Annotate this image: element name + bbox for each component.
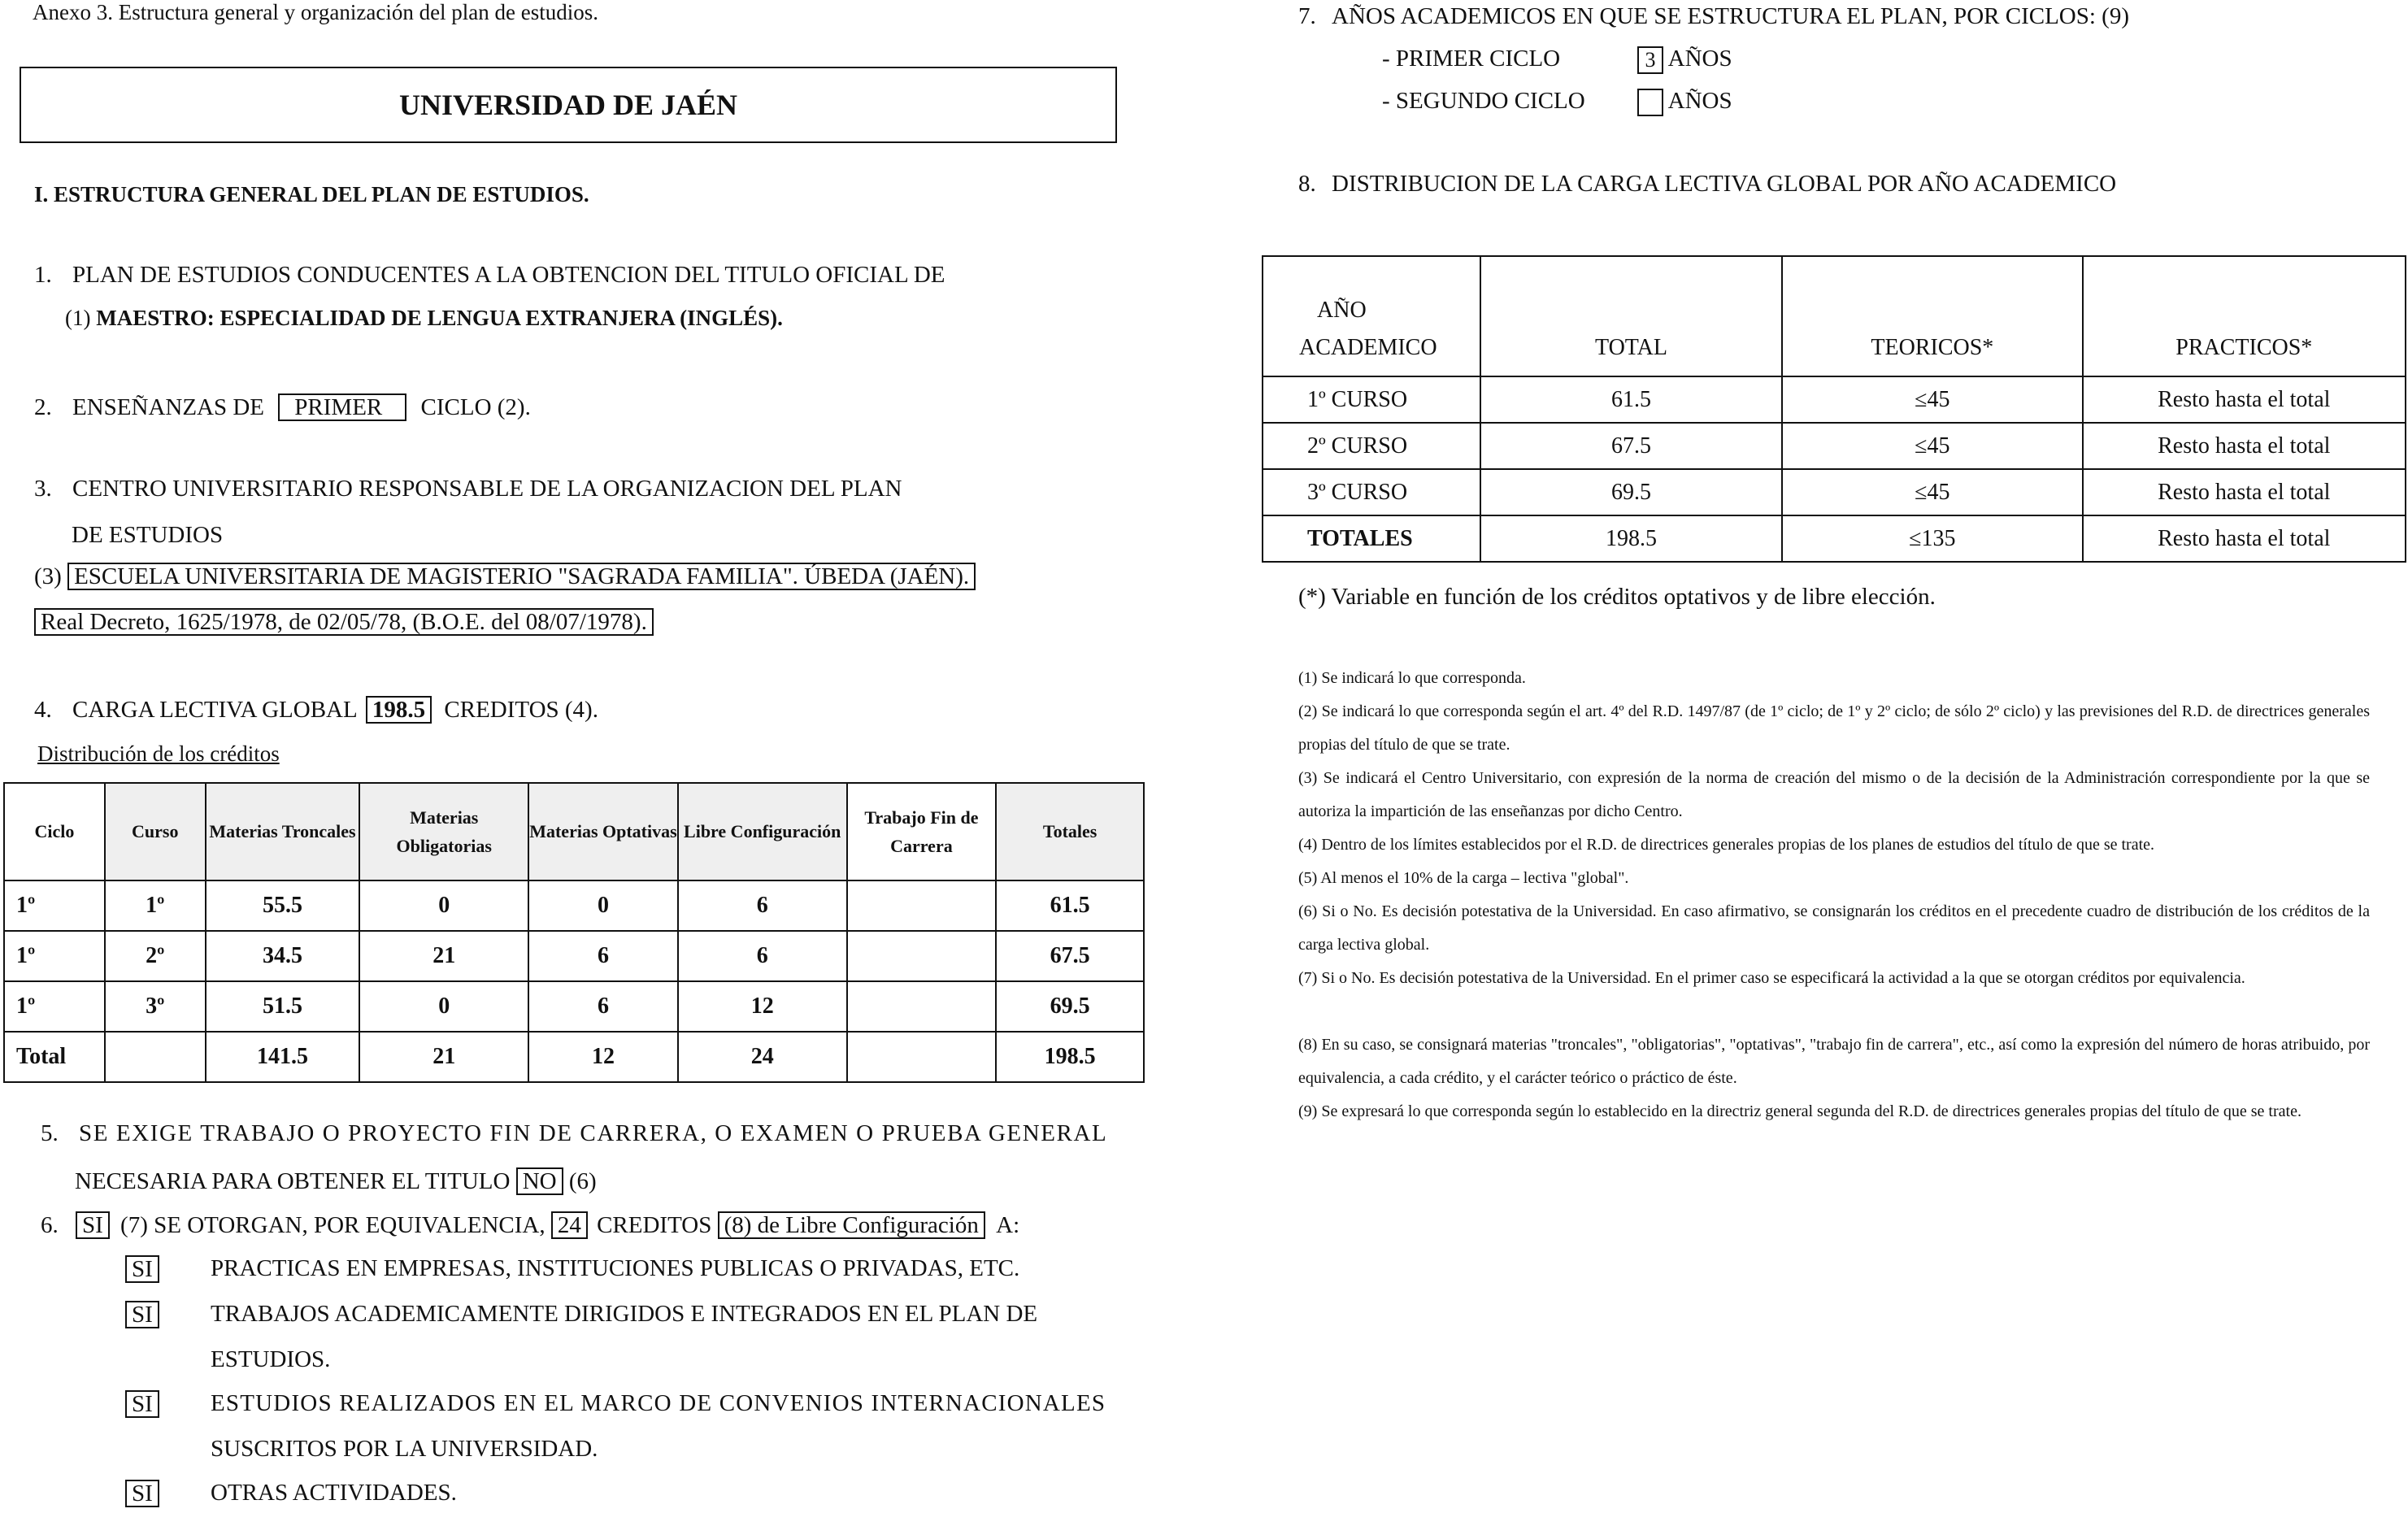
table-row [4,931,1144,981]
cell: 12 [678,981,847,1032]
option-3-mark: SI [125,1390,159,1418]
footnote-5: (5) Al menos el 10% de la carga – lectiva "global". [1298,869,1629,887]
cell: 6 [528,981,678,1032]
cell [847,1032,997,1082]
cell [847,981,997,1032]
cycle-box: PRIMER [278,393,406,421]
cell: 51.5 [206,981,360,1032]
first-cycle-label: - PRIMER CICLO [1382,46,1561,72]
item-5-number: 5. [41,1120,59,1146]
item-4 [34,696,598,724]
header-trabajo-fin: Trabajo Fin de Carrera [847,783,997,880]
cell: Resto hasta el total [2083,423,2406,469]
item-3-line1 [34,476,902,502]
item-1-text: PLAN DE ESTUDIOS CONDUCENTES A LA OBTENCION DEL TITULO OFICIAL DE [72,262,945,288]
cell: 3º [105,981,206,1032]
header-curso: Curso [105,783,206,880]
item-3-center-line [34,563,976,590]
first-cycle-unit: AÑOS [1667,46,1732,72]
option-1 [125,1255,1020,1283]
header-libre-configuracion: Libre Configuración [678,783,847,880]
item-2-after: CICLO (2). [420,394,531,420]
item-6-text1: (7) SE OTORGAN, POR EQUIVALENCIA, [120,1212,545,1238]
item-5-after: (6) [568,1168,597,1194]
footnote-8: (8) En su caso, se consignará materias "troncales", "obligatorias", "optativas", "trabajo fin de carrera", etc., así como la expresión del número de horas atribuido, por equivalencia, a cada crédito, y el carácter teórico o práctico de éste. [1298,1036,2370,1087]
item-2-number: 2. [34,394,52,420]
option-1-text: PRACTICAS EN EMPRESAS, INSTITUCIONES PUBLICAS O PRIVADAS, ETC. [211,1255,1020,1281]
variable-note: (*) Variable en función de los créditos optativos y de libre elección. [1298,584,1936,610]
credits-distribution-table [3,782,1145,1083]
cell: 6 [528,931,678,981]
cell: 1º [4,880,105,931]
equivalence-box: SI [76,1211,110,1239]
table-row [1263,469,2406,515]
header-total: TOTAL [1480,256,1782,376]
header-teoricos: TEORICOS* [1782,256,2082,376]
cell: Resto hasta el total [2083,515,2406,562]
header-troncales: Materias Troncales [206,783,360,880]
item-1-prefix: (1) [65,306,91,330]
thesis-required-box: NO [516,1167,563,1195]
footnote-9: (9) Se expresará lo que corresponda según lo establecido en la directriz general segunda del R.D. de directrices generales propias del título de que se trate. [1298,1102,2302,1120]
cell: 69.5 [996,981,1144,1032]
header-obligatorias: Materias Obligatorias [359,783,528,880]
credit-type-box: (8) de Libre Configuración [718,1211,985,1239]
cell [847,880,997,931]
table-row [4,981,1144,1032]
table-row [1263,423,2406,469]
cell: 0 [359,880,528,931]
item-7-title: AÑOS ACADEMICOS EN QUE SE ESTRUCTURA EL PLAN, POR CICLOS: (9) [1332,3,2129,29]
item-5-text2: NECESARIA PARA OBTENER EL TITULO [75,1168,511,1194]
cell: 0 [359,981,528,1032]
item-8-title-line [1298,171,2116,198]
cell: 24 [678,1032,847,1082]
cell: 12 [528,1032,678,1082]
table-row [1263,376,2406,423]
item-6-number: 6. [41,1212,59,1238]
cell: Resto hasta el total [2083,469,2406,515]
option-2-text-cont: ESTUDIOS. [211,1346,331,1372]
cell: ≤45 [1782,376,2082,423]
item-3-line2: DE ESTUDIOS [72,522,224,548]
decree-box: Real Decreto, 1625/1978, de 02/05/78, (B.O.E. del 08/07/1978). [34,608,654,636]
degree-title: MAESTRO: ESPECIALIDAD DE LENGUA EXTRANJERA (INGLÉS). [96,306,783,330]
first-cycle-years [1637,46,1732,74]
item-7-number: 7. [1298,3,1316,29]
option-2 [125,1301,1038,1328]
cell: 1º [4,931,105,981]
table-total-row [4,1032,1144,1082]
item-3-number: 3. [34,476,52,502]
cell: 21 [359,931,528,981]
cell [847,931,997,981]
item-2-before: ENSEÑANZAS DE [72,394,265,420]
footnote-1: (1) Se indicará lo que corresponda. [1298,669,1526,687]
item-1-title-line [65,306,783,331]
item-8-title: DISTRIBUCION DE LA CARGA LECTIVA GLOBAL POR AÑO ACADEMICO [1332,171,2117,197]
header-anio-academico [1263,256,1480,376]
item-3-prefix: (3) [34,563,62,589]
item-1-number: 1. [34,262,52,288]
decree-line [34,608,654,636]
option-1-mark: SI [125,1255,159,1283]
header-academico: ACADEMICO [1299,335,1437,360]
university-name: UNIVERSIDAD DE JAÉN [398,89,738,121]
second-cycle-box [1637,89,1663,116]
item-5-line1 [41,1120,1107,1147]
option-3 [125,1390,1106,1418]
cell: 34.5 [206,931,360,981]
option-2-mark: SI [125,1301,159,1328]
annual-load-table [1262,255,2406,563]
item-6-text3: A: [996,1212,1020,1238]
item-5-text: SE EXIGE TRABAJO O PROYECTO FIN DE CARRERA, O EXAMEN O PRUEBA GENERAL [79,1120,1108,1146]
second-cycle-label: - SEGUNDO CICLO [1382,88,1585,114]
cell: 1º CURSO [1263,376,1480,423]
second-cycle-unit: AÑOS [1667,88,1732,114]
item-4-number: 4. [34,697,52,723]
footnote-7: (7) Si o No. Es decisión potestativa de la Universidad. En el primer caso se especificará la actividad a la que se otorgan créditos por equivalencia. [1298,969,2245,987]
item-2 [34,393,531,421]
global-load-box: 198.5 [366,696,432,724]
cell: 6 [678,880,847,931]
distribution-title: Distribución de los créditos [37,741,280,766]
header-optativas: Materias Optativas [528,783,678,880]
cell [105,1032,206,1082]
cell: 3º CURSO [1263,469,1480,515]
cell: 67.5 [1480,423,1782,469]
option-3-text-cont: SUSCRITOS POR LA UNIVERSIDAD. [211,1436,598,1462]
cell: 67.5 [996,931,1144,981]
cell: 2º CURSO [1263,423,1480,469]
first-cycle-box: 3 [1637,46,1663,74]
option-4-text: OTRAS ACTIVIDADES. [211,1480,457,1506]
footnote-3: (3) Se indicará el Centro Universitario, con expresión de la norma de creación del mismo o de la decisión de la Administración correspondiente por la que se autoriza la impartición de las enseñanzas por dicho Centro. [1298,769,2370,820]
footnote-6: (6) Si o No. Es decisión potestativa de la Universidad. En caso afirmativo, se consignarán los créditos en el precedente cuadro de distribución de los créditos de la carga lectiva global. [1298,902,2370,954]
cell: 198.5 [1480,515,1782,562]
header-anio: AÑO [1317,298,1367,323]
cell: 141.5 [206,1032,360,1082]
option-2-text: TRABAJOS ACADEMICAMENTE DIRIGIDOS E INTEGRADOS EN EL PLAN DE [211,1301,1038,1327]
footnote-2: (2) Se indicará lo que corresponda según el art. 4º del R.D. 1497/87 (de 1º ciclo; de 1º y 2º ciclo; de sólo 2º ciclo) y las previsiones del R.D. de directrices generales propias del título de que se trate. [1298,702,2370,754]
item-6 [41,1211,1019,1239]
header-totales: Totales [996,783,1144,880]
cell: ≤135 [1782,515,2082,562]
cell: 21 [359,1032,528,1082]
option-4-mark: SI [125,1480,159,1507]
cell: 61.5 [996,880,1144,931]
cell: Resto hasta el total [2083,376,2406,423]
header-practicos: PRACTICOS* [2083,256,2406,376]
item-5-line2 [75,1167,597,1195]
second-cycle-years [1637,88,1732,116]
item-3-text: CENTRO UNIVERSITARIO RESPONSABLE DE LA ORGANIZACION DEL PLAN [72,476,902,502]
item-1-line1 [34,262,945,289]
item-4-after: CREDITOS (4). [444,697,598,723]
equivalence-credits-box: 24 [551,1211,588,1239]
cell: 55.5 [206,880,360,931]
cell: 1º [105,880,206,931]
item-6-text2: CREDITOS [597,1212,712,1238]
cell: 1º [4,981,105,1032]
cell: ≤45 [1782,469,2082,515]
item-8-number: 8. [1298,171,1316,197]
cell: ≤45 [1782,423,2082,469]
cell: 2º [105,931,206,981]
item-4-before: CARGA LECTIVA GLOBAL [72,697,357,723]
header-ciclo: Ciclo [4,783,105,880]
section-title: I. ESTRUCTURA GENERAL DEL PLAN DE ESTUDIOS. [34,182,589,207]
center-box: ESCUELA UNIVERSITARIA DE MAGISTERIO "SAGRADA FAMILIA". ÚBEDA (JAÉN). [67,563,976,590]
table-total-row [1263,515,2406,562]
table-row [4,880,1144,931]
footnote-4: (4) Dentro de los límites establecidos por el R.D. de directrices generales propias de los planes de estudios del título de que se trate. [1298,836,2155,854]
cell: Total [4,1032,105,1082]
cell: 6 [678,931,847,981]
option-4 [125,1480,457,1507]
cell: 0 [528,880,678,931]
item-7-title-line [1298,3,2129,30]
university-banner [20,67,1117,143]
cell: 69.5 [1480,469,1782,515]
cell: 198.5 [996,1032,1144,1082]
cell: TOTALES [1263,515,1480,562]
option-3-text: ESTUDIOS REALIZADOS EN EL MARCO DE CONVENIOS INTERNACIONALES [211,1390,1106,1416]
annex-title: Anexo 3. Estructura general y organización del plan de estudios. [33,0,599,24]
cell: 61.5 [1480,376,1782,423]
